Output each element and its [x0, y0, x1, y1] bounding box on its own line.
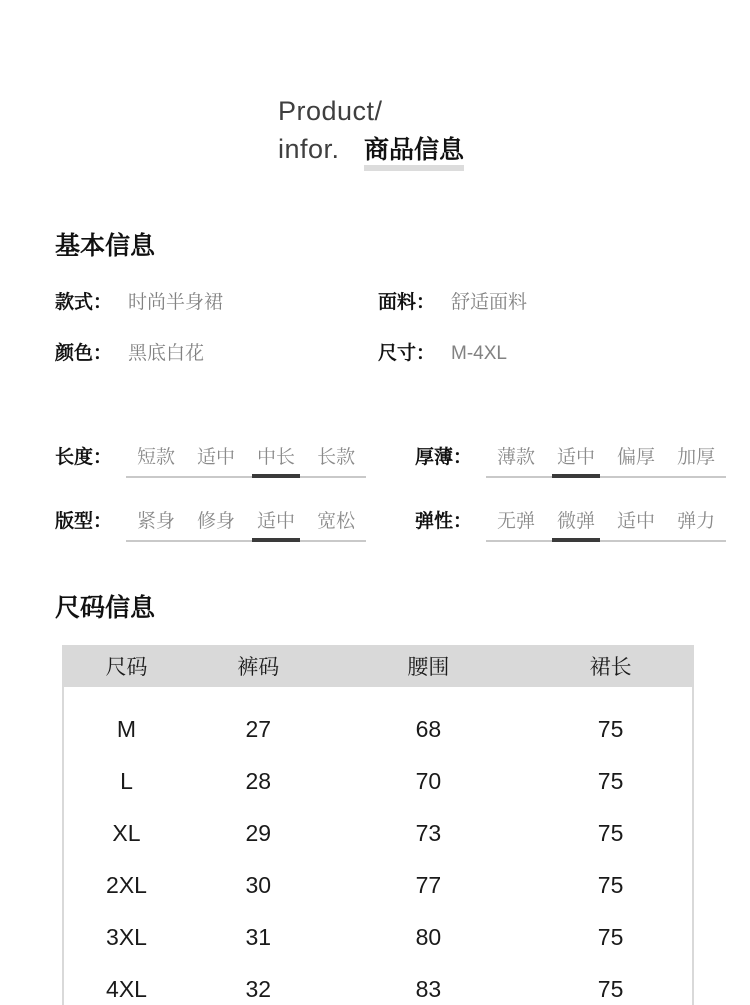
cell-waist: 73 — [415, 819, 442, 846]
cell-pants: 27 — [245, 715, 272, 742]
attr-option: 适中 — [546, 442, 606, 469]
table-row — [63, 911, 693, 963]
field-label: 面料： — [378, 292, 436, 313]
attr-option: 微弹 — [546, 506, 606, 533]
attr-label-fit: 版型： — [55, 511, 113, 532]
attr-label-length: 长度： — [55, 447, 113, 468]
col-header-waist: 腰围 — [328, 645, 530, 687]
cell-pants: 29 — [245, 819, 272, 846]
field-label: 颜色： — [55, 343, 113, 364]
attr-option: 适中 — [617, 511, 656, 532]
field-color — [55, 338, 378, 365]
page-header — [278, 92, 464, 173]
attribute-grid — [55, 442, 725, 542]
attr-option: 紧身 — [137, 511, 176, 532]
attr-option: 偏厚 — [617, 447, 656, 468]
attr-options-elasticity — [486, 506, 726, 542]
attr-label-elasticity: 弹性： — [415, 511, 473, 532]
cell-skirt-length: 75 — [597, 871, 624, 898]
attr-option: 加厚 — [677, 447, 716, 468]
cell-skirt-length: 75 — [597, 975, 624, 1002]
basic-info-heading: 基本信息 — [55, 232, 156, 260]
size-table-header-row — [63, 645, 693, 687]
field-label: 尺寸： — [378, 343, 436, 364]
field-label: 款式： — [55, 292, 113, 313]
cell-skirt-length: 75 — [597, 819, 624, 846]
cell-size: XL — [112, 819, 141, 846]
attr-option: 适中 — [246, 506, 306, 533]
page-title: 商品信息 — [364, 135, 464, 171]
field-size-range — [378, 338, 715, 365]
field-style — [55, 287, 378, 314]
attr-label-thickness: 厚薄： — [415, 447, 473, 468]
attr-option: 短款 — [137, 447, 176, 468]
field-value: M-4XL — [451, 343, 507, 364]
cell-pants: 30 — [245, 871, 272, 898]
cell-waist: 68 — [415, 715, 442, 742]
cell-skirt-length: 75 — [597, 923, 624, 950]
cell-skirt-length: 75 — [597, 767, 624, 794]
attr-options-fit — [126, 506, 366, 542]
table-row — [63, 859, 693, 911]
table-row — [63, 963, 693, 1005]
cell-size: 3XL — [106, 923, 147, 950]
cell-waist: 70 — [415, 767, 442, 794]
attr-row-2 — [55, 506, 415, 542]
attr-options-length — [126, 442, 366, 478]
cell-waist: 83 — [415, 975, 442, 1002]
title-english-line2: infor. — [278, 134, 340, 164]
size-info-heading: 尺码信息 — [55, 594, 156, 622]
table-row — [63, 807, 693, 859]
attr-option: 中长 — [246, 442, 306, 469]
col-header-skirt-length: 裙长 — [529, 645, 693, 687]
cell-waist: 80 — [415, 923, 442, 950]
size-table — [62, 645, 694, 1005]
col-header-pants: 裤码 — [189, 645, 328, 687]
attr-row-3 — [415, 506, 726, 542]
cell-size: 2XL — [106, 871, 147, 898]
cell-pants: 32 — [245, 975, 272, 1002]
attr-options-thickness — [486, 442, 726, 478]
attr-option: 薄款 — [497, 447, 536, 468]
field-value: 时尚半身裙 — [128, 292, 224, 313]
cell-pants: 31 — [245, 923, 272, 950]
cell-size: 4XL — [106, 975, 147, 1002]
cell-skirt-length: 75 — [597, 715, 624, 742]
field-value: 舒适面料 — [451, 292, 528, 313]
attr-row-0 — [55, 442, 415, 478]
attr-option: 宽松 — [317, 511, 356, 532]
basic-info-grid — [55, 287, 715, 365]
attr-row-1 — [415, 442, 726, 478]
table-row — [63, 687, 693, 755]
cell-size: L — [120, 767, 133, 794]
title-second-line — [278, 130, 464, 173]
field-value: 黑底白花 — [128, 343, 205, 364]
table-row — [63, 755, 693, 807]
attr-option: 无弹 — [497, 511, 536, 532]
attr-option: 修身 — [197, 511, 236, 532]
cell-size: M — [116, 715, 137, 742]
cell-pants: 28 — [245, 767, 272, 794]
attr-option: 弹力 — [677, 511, 716, 532]
attr-option: 适中 — [197, 447, 236, 468]
cell-waist: 77 — [415, 871, 442, 898]
title-english-line1: Product/ — [278, 96, 383, 126]
field-fabric — [378, 287, 715, 314]
col-header-size: 尺码 — [63, 645, 189, 687]
attr-option: 长款 — [317, 447, 356, 468]
